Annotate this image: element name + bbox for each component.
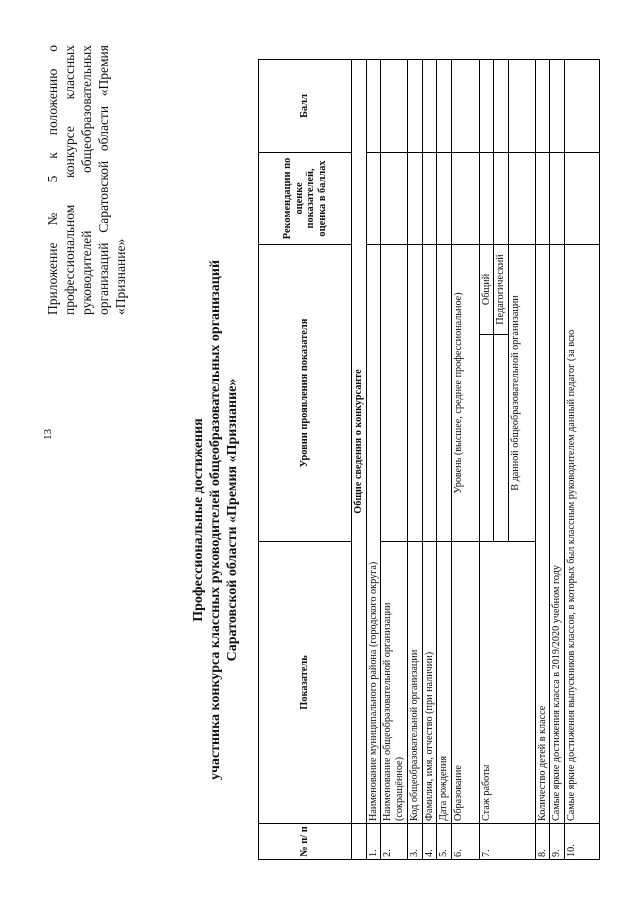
header-levels: Уровни проявления показателя	[259, 244, 352, 541]
row-indicator: Стаж работы	[479, 542, 535, 824]
table-row	[479, 59, 494, 859]
achievements-table	[258, 59, 600, 860]
header-recommendations: Рекомендации по оценке показателей, оценка в баллах	[259, 152, 352, 244]
title-line-1: Профессиональные достижения	[191, 418, 206, 622]
row-num: 6.	[451, 824, 479, 860]
header-num: № п/ п	[259, 824, 352, 860]
document-title	[190, 175, 241, 865]
table-header-row	[259, 59, 352, 859]
title-line-2: участника конкурса классных руководителей общеобразовательных организаций	[208, 259, 223, 781]
row-indicator: Самые яркие достижения класса в 2019/2020 учебном году	[550, 244, 565, 823]
row-indicator: Самые яркие достижения выпускников классов, в которых был классным руководителем данный педагог (за всю	[564, 244, 599, 823]
row-indicator: Код общеобразовательной организации	[408, 542, 423, 824]
row-num: 9.	[550, 824, 565, 860]
row-num: 8.	[535, 824, 550, 860]
row-num: 4.	[422, 824, 437, 860]
annex-note: Приложение № 5 к положению о профессиональном конкурсе классных руководителей общеобразовательных организаций Саратовской области «Премия «Признание»	[45, 45, 128, 315]
section-title: Общие сведения о конкурсанте	[352, 59, 367, 823]
header-score: Балл	[259, 59, 352, 152]
table-row	[535, 59, 550, 859]
page-number: 13	[42, 429, 54, 440]
table-row	[422, 59, 437, 859]
row-num: 7.	[479, 824, 535, 860]
row-num: 3.	[408, 824, 423, 860]
row-indicator: Наименование муниципального района (городского округа)	[366, 244, 381, 823]
row-num: 1.	[366, 824, 381, 860]
table-row	[381, 59, 408, 859]
row-indicator: Фамилия, имя, отчество (при наличии)	[422, 542, 437, 824]
table-row	[408, 59, 423, 859]
row-num: 5.	[437, 824, 452, 860]
header-indicator: Показатель	[259, 542, 352, 824]
row-level: В данной общеобразовательной организации	[508, 244, 535, 541]
row-num: 2.	[381, 824, 408, 860]
row-indicator: Образование	[451, 542, 479, 824]
table-row	[437, 59, 452, 859]
row-indicator: Количество детей в классе	[535, 244, 550, 823]
row-level: Педагогический	[494, 244, 509, 334]
row-num: 10.	[564, 824, 599, 860]
row-indicator: Дата рождения	[437, 542, 452, 824]
row-level: Общий	[479, 244, 494, 334]
row-level: Уровень (высшее, среднее профессиональное)	[451, 244, 479, 541]
table-row	[366, 59, 381, 859]
table-row	[564, 59, 599, 859]
table-row	[550, 59, 565, 859]
table-row	[451, 59, 479, 859]
title-line-3: Саратовской области «Премия «Признание»	[225, 378, 240, 662]
section-row	[352, 59, 367, 859]
row-indicator: Наименование общеобразовательной организации (сокращённое)	[381, 542, 408, 824]
